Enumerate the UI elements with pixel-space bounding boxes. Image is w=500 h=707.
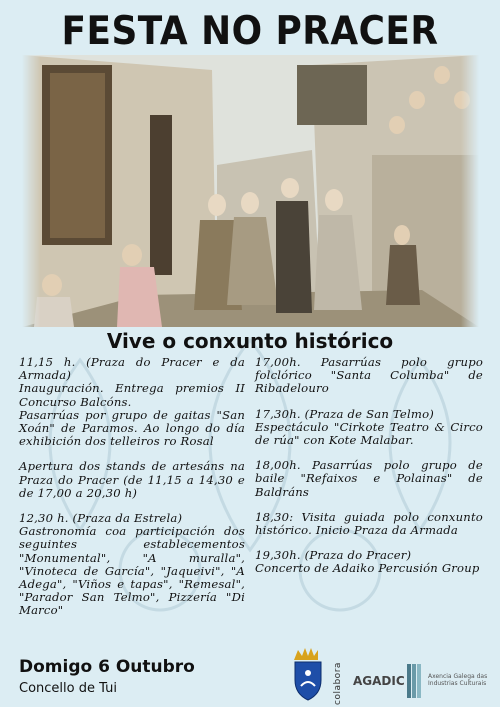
event-description: Gastronomía coa participación dos seguintes establecementos "Monumental", "A muralla", "Vinoteca de García", "Jaqueivi", "A Adega", "Viños e tapas", "Remesal", "Parador San Telmo", Pizzería "Di Marco" <box>19 524 245 618</box>
event-description: 17,00h. Pasarrúas polo grupo folclórico "Santa Columba" de Ribadelouro <box>255 355 483 396</box>
program-left-column <box>19 356 245 618</box>
tui-coat-of-arms-icon <box>289 646 327 702</box>
agadic-name: AGADIC <box>353 674 405 688</box>
historic-street-photo <box>22 55 479 327</box>
agadic-description: Axencia Galega das Industrias Culturais <box>428 673 488 687</box>
colabora-label: colabora <box>333 662 343 705</box>
event-time-location: 12,30 h. (Praza da Estrela) <box>19 511 183 526</box>
poster-title: FESTA NO PRACER <box>61 9 439 54</box>
event-date: Domigo 6 Outubro <box>19 657 195 677</box>
event-description: Concerto de Adaiko Percusión Group <box>255 561 480 576</box>
poster-subtitle: Vive o conxunto histórico <box>106 329 394 353</box>
event-time-location: 19,30h. (Praza do Pracer) <box>255 548 412 563</box>
spacer <box>255 396 483 408</box>
agadic-logo-icon <box>407 664 425 698</box>
event-time-location: 11,15 h. (Praza do Pracer e da Armada) <box>19 355 245 383</box>
event-description: 18,30: Visita guiada polo conxunto histórico. Inicio Praza da Armada <box>255 509 483 538</box>
event-description: Apertura dos stands de artesáns na Praza do Pracer (de 11,15 a 14,30 e de 17,00 a 20,30 h) <box>19 459 245 500</box>
event-description: Pasarrúas por grupo de gaitas "San Xoán" de Paramos. Ao longo do día exhibición dos telleiros ro Rosal <box>19 407 245 449</box>
program-right-column <box>255 356 483 576</box>
organizer-name: Concello de Tui <box>19 681 117 696</box>
event-description: Inauguración. Entrega premios II Concurso Balcóns. <box>19 381 245 409</box>
event-description: 18,00h. Pasarrúas polo grupo de baile "Refaixos e Polainas" de Baldráns <box>255 458 483 499</box>
event-time-location: 17,30h. (Praza de San Telmo) <box>255 406 434 421</box>
event-description: Espectáculo "Cirkote Teatro & Circo de rúa" con Kote Malabar. <box>255 419 483 448</box>
